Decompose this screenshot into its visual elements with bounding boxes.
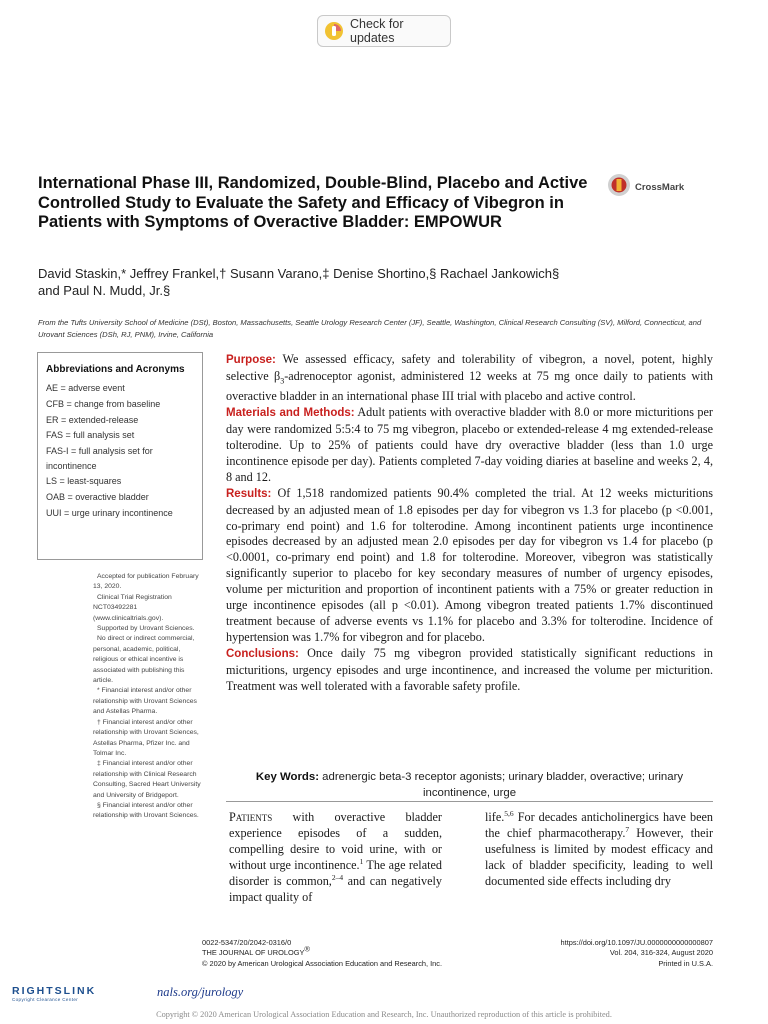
rightslink-logo[interactable]	[12, 985, 162, 1005]
lead-word: Patients	[229, 810, 273, 824]
note: † Financial interest and/or other relationship with Urovant Sciences, Astellas Pharma, Pfizer Inc. and Tolmar Inc.	[93, 718, 199, 757]
purpose-text: -adrenoceptor agonist, administered 12 weeks at 75 mg once daily to patients with overactive bladder in an international phase III trial with placebo and active control.	[226, 368, 713, 404]
abbreviation-item: FAS = full analysis set	[46, 430, 135, 441]
crossmark-badge[interactable]	[607, 172, 717, 202]
key-words-text: adrenergic beta-3 receptor agonists; urinary bladder, overactive; urinary incontinence, urge	[322, 771, 684, 799]
abbreviation-item: AE = adverse event	[46, 383, 125, 393]
note: No direct or indirect commercial, personal, academic, political, religious or ethical incentive is associated with publishing this article.	[93, 635, 195, 685]
author-line: and Paul N. Mudd, Jr.§	[38, 283, 171, 298]
abbreviation-item: FAS-I = full analysis set for incontinence	[46, 446, 153, 472]
body-text: with overactive bladder experience episodes of a sudden, compelling desire to void urine, with or without urge incontinence.	[229, 810, 442, 872]
conclusions-label: Conclusions:	[226, 647, 299, 660]
issn: 0022-5347/20/2042-0316/0	[202, 938, 292, 947]
journal-name-text: THE JOURNAL OF UROLOGY	[202, 948, 305, 958]
rightslink-text: RIGHTSLINK	[12, 985, 97, 997]
body-text: life.	[485, 810, 505, 824]
body-text: For decades anticholinergics have been the chief pharmacotherapy.	[485, 810, 713, 840]
footer-right	[480, 938, 713, 969]
abstract-purpose	[226, 352, 713, 405]
volume-info: Vol. 204, 316-324, August 2020	[609, 948, 713, 958]
methods-text: Adult patients with overactive bladder with 8.0 or more micturitions per day were randomized 5:5:4 to 75 mg vibegron, placebo or extended-release 4 mg extended-release tolterodine. Up to 25% of patients could have dry overactive bladder (less than 1.0 urge incontinence episode per day). Patients completed 7-day voiding diaries at baseline and weeks 2, 4, 8 and 12.	[226, 405, 713, 484]
conclusions-text: Once daily 75 mg vibegron provided statistically significant reductions in micturitions, urgency episodes and urge incontinence, and increased the volume per micturition. Treatment was well tolerated with a favorable safety profile.	[226, 645, 713, 693]
author-line: David Staskin,* Jeffrey Frankel,† Susann Varano,‡ Denise Shortino,§ Rachael Jankowich§	[38, 266, 560, 281]
abstract-conclusions	[226, 646, 713, 695]
methods-label: Materials and Methods:	[226, 407, 355, 420]
note: Supported by Urovant Sciences.	[97, 625, 195, 633]
rightslink-subtitle: Copyright Clearance Center	[12, 997, 79, 1002]
citation: 7	[625, 824, 630, 834]
body-column-right	[485, 809, 713, 889]
body-text: However, their usefulness is limited by modest efficacy and lack of bladder specificity, leading to well documented side effects including dry	[485, 826, 713, 888]
purpose-subscript: 3	[280, 376, 285, 386]
abbreviation-item: OAB = overactive bladder	[46, 491, 149, 502]
doi-link[interactable]: https://doi.org/10.1097/JU.0000000000000807	[560, 938, 713, 947]
abbreviation-item: UUI = urge urinary incontinence	[46, 507, 173, 518]
affiliation: From the Tufts University School of Medicine (DSt), Boston, Massachusetts, Seattle Urology Research Center (JF), Seattle, Washington, Clinical Research Consulting (SV), Milford, Connecticut, and Urovant Sciences (DSh, RJ, PNM), Irvine, California	[38, 318, 702, 339]
journal-name	[202, 944, 522, 958]
divider	[226, 801, 713, 802]
registered-mark: ®	[304, 944, 310, 954]
note: Clinical Trial Registration NCT03492281 (www.clinicaltrials.gov).	[93, 593, 172, 622]
key-words	[226, 770, 713, 801]
abbreviation-item: CFB = change from baseline	[46, 398, 161, 409]
body-column-left	[229, 809, 442, 905]
printed-in: Printed in U.S.A.	[658, 958, 713, 968]
body-text: The age related disorder is common,	[229, 858, 442, 888]
results-text: Of 1,518 randomized patients 90.4% completed the trial. At 12 weeks micturitions decreased by an adjusted mean of 1.8 episodes per day for vibegron vs 1.3 for placebo (p <0.001, co-primary end point) and 1.6 for tolterodine. Among incontinent patients urge incontinence episodes decreased by an adjusted mean 2.0 episodes per day for vibegron vs 1.4 for placebo (p <0.0001, co-primary end point) and 1.8 for tolterodine. Moreover, vibegron was statistically significantly superior to placebo for key secondary measures of number of urgency episodes, volume per micturition and proportion of incontinent patients with a 75% or greater reduction in urge incontinence episodes (all p <0.01). Among vibegron treated patients 1.7% discontinued treatment because of adverse events vs 1.1% for placebo and 3.3% for tolterodine. Incidence of hypertension was 1.7% for vibegron and for placebo.	[226, 485, 713, 644]
footer-left	[202, 938, 522, 969]
abbreviation-item: ER = extended-release	[46, 414, 139, 425]
article-title: International Phase III, Randomized, Double-Blind, Placebo and Active Controlled Study to Evaluate the Safety and Efficacy of Vibegron in Patients with Symptoms of Overactive Bladder: EMPOWUR	[38, 174, 588, 231]
citation: 2–4	[331, 872, 344, 882]
check-for-updates-button[interactable]	[317, 15, 451, 47]
purpose-label: Purpose:	[226, 354, 276, 366]
note: * Financial interest and/or other relationship with Urovant Sciences and Astellas Pharma.	[93, 687, 197, 716]
note: § Financial interest and/or other relationship with Urovant Sciences.	[93, 801, 199, 820]
abbreviations-box	[37, 352, 203, 560]
citation: 5,6	[504, 808, 514, 818]
crossmark-icon	[607, 173, 631, 202]
key-words-label: Key Words:	[255, 771, 319, 783]
abbreviation-item: LS = least-squares	[46, 476, 122, 487]
copyright-notice: Copyright © 2020 American Urological Association Education and Research, Inc. Unauthorized reproduction of this article is prohibited.	[156, 1010, 612, 1019]
abbreviations-heading: Abbreviations and Acronyms	[46, 364, 185, 375]
crossmark-label: CrossMark	[635, 181, 685, 193]
purpose-text: We assessed efficacy, safety and tolerability of vibegron, a novel, potent, highly selective β	[226, 352, 714, 383]
note: ‡ Financial interest and/or other relationship with Clinical Research Consulting, Sacred Heart University and University of Bridgeport.	[93, 760, 201, 799]
check-for-updates-label: Check for updates	[350, 17, 404, 45]
journal-copyright: © 2020 by American Urological Association Education and Research, Inc.	[202, 958, 443, 968]
abstract-results	[226, 486, 713, 646]
results-label: Results:	[226, 487, 272, 500]
abstract-methods	[226, 405, 713, 486]
body-text: and can negatively impact quality of	[229, 874, 443, 904]
author-list	[38, 265, 728, 299]
note: Accepted for publication February 13, 2020.	[93, 573, 199, 591]
abstract	[226, 352, 713, 694]
citation: 1	[359, 856, 364, 866]
publication-notes	[93, 572, 204, 822]
journal-url[interactable]: nals.org/jurology	[157, 985, 244, 999]
check-updates-icon	[324, 21, 344, 41]
